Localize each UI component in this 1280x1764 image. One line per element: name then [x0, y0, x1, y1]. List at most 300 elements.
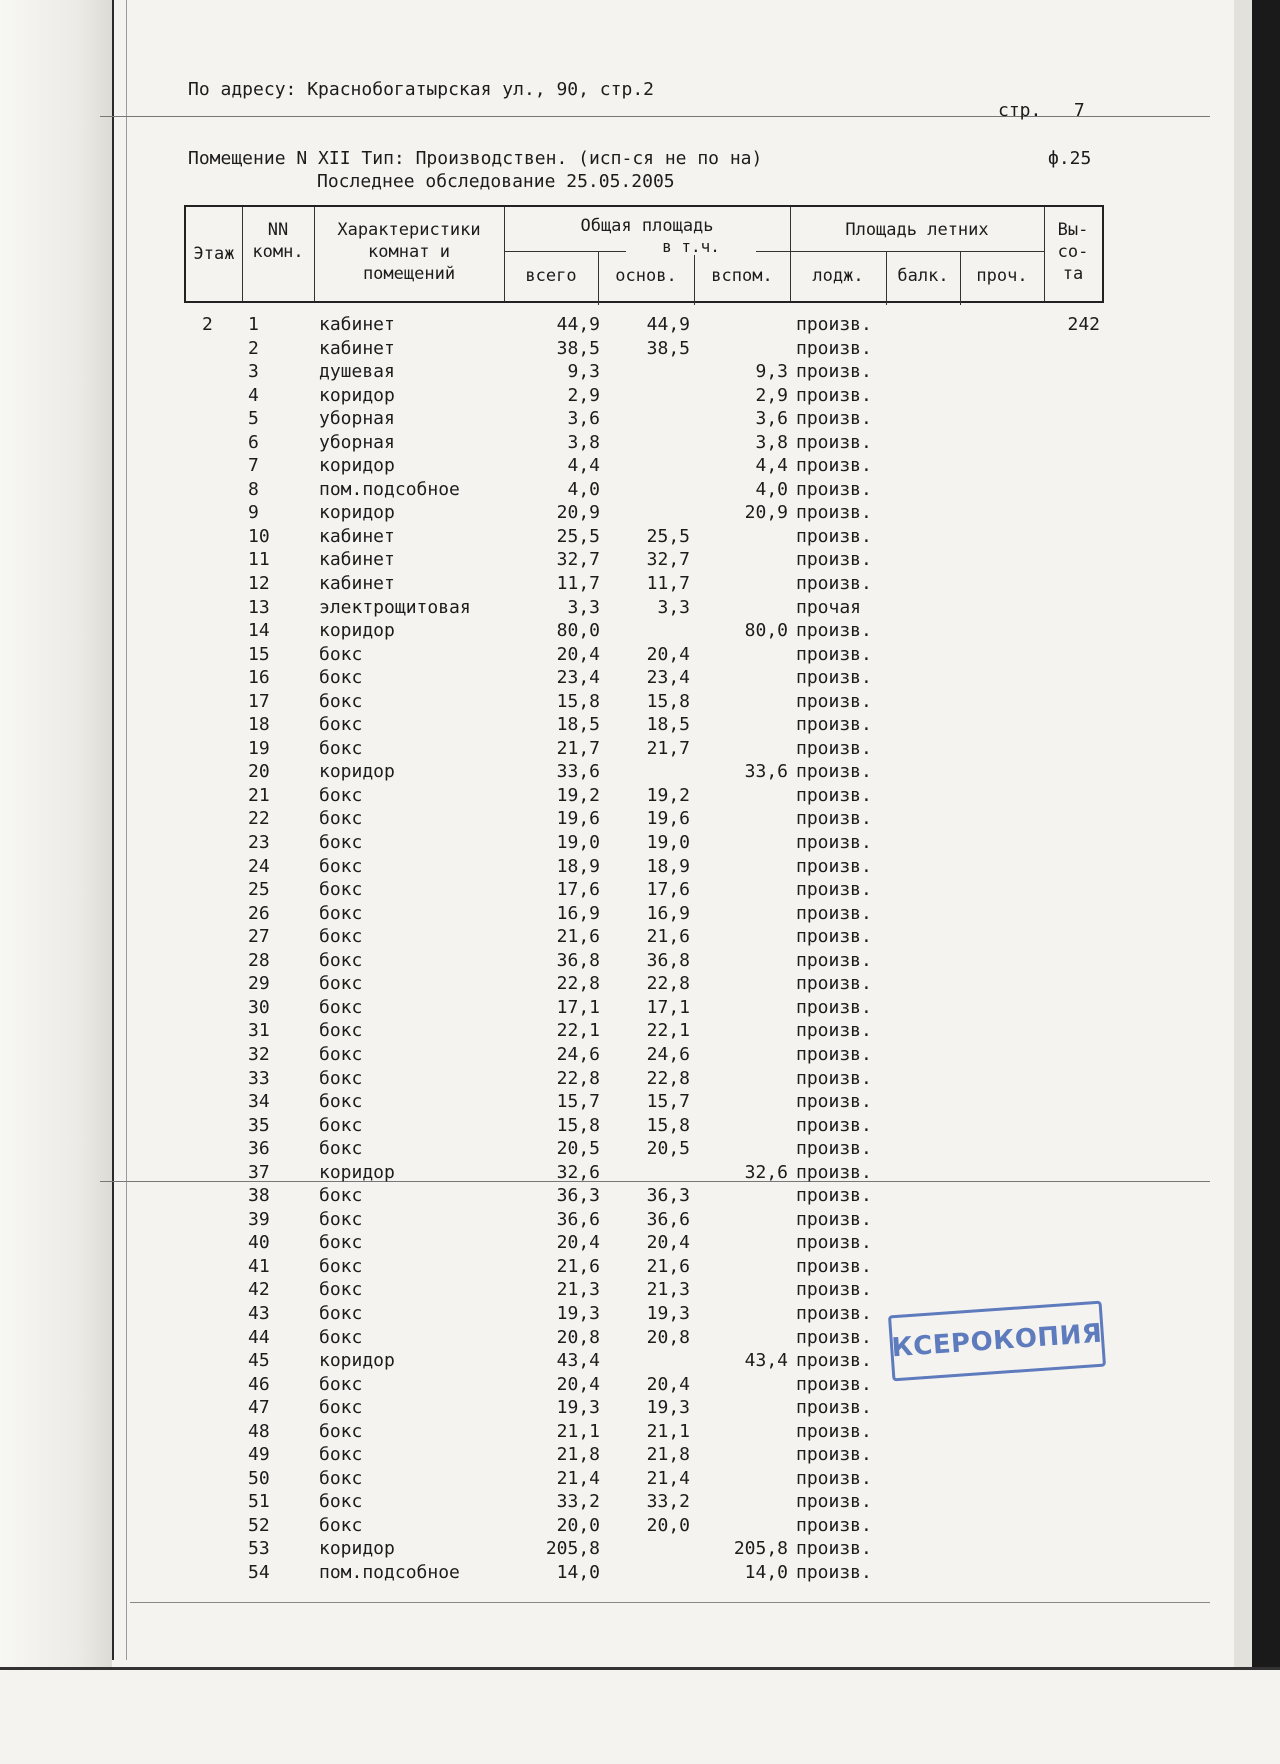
- room-type: произв.: [796, 1326, 872, 1348]
- room-name: бокс: [319, 1373, 363, 1395]
- area-total: 15,7: [556, 1091, 600, 1113]
- room-name: бокс: [319, 1067, 363, 1089]
- area-total: 36,8: [556, 949, 600, 971]
- area-main: 21,7: [646, 737, 690, 759]
- table-row: [0, 760, 1280, 784]
- room-type: произв.: [796, 1491, 872, 1513]
- area-main: 21,1: [646, 1420, 690, 1442]
- area-main: 15,8: [646, 1114, 690, 1136]
- room-type: произв.: [796, 996, 872, 1018]
- room-type: произв.: [796, 1138, 872, 1160]
- area-aux: 32,6: [744, 1161, 788, 1183]
- area-total: 23,4: [556, 667, 600, 689]
- col-incl: в т.ч.: [626, 239, 756, 255]
- address-line: По адресу: Краснобогатырская ул., 90, стр.2: [188, 79, 654, 100]
- area-total: 3,8: [567, 431, 600, 453]
- area-total: 36,3: [556, 1185, 600, 1207]
- col-all: всего: [525, 266, 577, 286]
- room-type: произв.: [796, 1397, 872, 1419]
- room-name: бокс: [319, 832, 363, 854]
- room-type: произв.: [796, 620, 872, 642]
- table-row: [0, 1231, 1280, 1255]
- room-number: 6: [248, 431, 259, 453]
- area-total: 21,7: [556, 737, 600, 759]
- col-other: проч.: [976, 266, 1028, 286]
- table-row: [0, 1490, 1280, 1514]
- area-total: 18,9: [556, 855, 600, 877]
- room-number: 39: [248, 1208, 270, 1230]
- area-main: 25,5: [646, 525, 690, 547]
- room-name: бокс: [319, 902, 363, 924]
- room-name: коридор: [319, 761, 395, 783]
- room-number: 43: [248, 1302, 270, 1324]
- room-type: произв.: [796, 832, 872, 854]
- area-main: 24,6: [646, 1043, 690, 1065]
- table-row: [0, 337, 1280, 361]
- room-number: 4: [248, 384, 259, 406]
- area-main: 21,6: [646, 926, 690, 948]
- room-number: 53: [248, 1538, 270, 1560]
- table-row: [0, 548, 1280, 572]
- area-aux: 33,6: [744, 761, 788, 783]
- room-name: бокс: [319, 1326, 363, 1348]
- area-main: 20,4: [646, 1373, 690, 1395]
- table-row: [0, 572, 1280, 596]
- col-summer-area: Площадь летних: [845, 220, 989, 240]
- room-number: 50: [248, 1467, 270, 1489]
- room-type: произв.: [796, 337, 872, 359]
- room-table-body: [0, 313, 1280, 1585]
- area-aux: 2,9: [755, 384, 788, 406]
- area-total: 33,2: [556, 1491, 600, 1513]
- room-number: 41: [248, 1255, 270, 1277]
- table-row: [0, 902, 1280, 926]
- room-type: произв.: [796, 714, 872, 736]
- divider-bottom: [130, 1602, 1210, 1603]
- room-number: 25: [248, 879, 270, 901]
- area-total: 3,6: [567, 408, 600, 430]
- room-number: 16: [248, 667, 270, 689]
- area-total: 16,9: [556, 902, 600, 924]
- room-name: бокс: [319, 855, 363, 877]
- room-type: произв.: [796, 525, 872, 547]
- room-name: бокс: [319, 690, 363, 712]
- col-aux: вспом.: [711, 266, 773, 286]
- area-total: 20,8: [556, 1326, 600, 1348]
- room-number: 34: [248, 1091, 270, 1113]
- area-total: 4,4: [567, 455, 600, 477]
- area-main: 20,4: [646, 1232, 690, 1254]
- room-name: бокс: [319, 1514, 363, 1536]
- area-total: 19,0: [556, 832, 600, 854]
- room-type: произв.: [796, 314, 872, 335]
- area-aux: 80,0: [744, 620, 788, 642]
- room-type: произв.: [796, 926, 872, 948]
- col-main: основ.: [615, 266, 677, 286]
- area-main: 36,6: [646, 1208, 690, 1230]
- room-name: бокс: [319, 1020, 363, 1042]
- room-number: 36: [248, 1138, 270, 1160]
- table-header: [184, 205, 1104, 303]
- room-type: произв.: [796, 1279, 872, 1301]
- table-row: [0, 360, 1280, 384]
- area-main: 22,8: [646, 1067, 690, 1089]
- room-name: бокс: [319, 1208, 363, 1230]
- table-row: [0, 313, 1280, 337]
- area-total: 22,8: [556, 973, 600, 995]
- room-type: произв.: [796, 1185, 872, 1207]
- area-main: 22,8: [646, 973, 690, 995]
- room-name: кабинет: [319, 314, 395, 335]
- table-row: [0, 1019, 1280, 1043]
- area-main: 33,2: [646, 1491, 690, 1513]
- table-row: [0, 596, 1280, 620]
- room-number: 2: [248, 337, 259, 359]
- area-aux: 4,4: [755, 455, 788, 477]
- col-height: Вы- со- та: [1057, 220, 1089, 284]
- table-row: [0, 1161, 1280, 1185]
- table-row: [0, 949, 1280, 973]
- room-type: произв.: [796, 667, 872, 689]
- room-number: 48: [248, 1420, 270, 1442]
- room-name: коридор: [319, 1161, 395, 1183]
- room-type: произв.: [796, 1043, 872, 1065]
- room-number: 21: [248, 784, 270, 806]
- room-type: произв.: [796, 1091, 872, 1113]
- table-row: [0, 1514, 1280, 1538]
- area-total: 15,8: [556, 1114, 600, 1136]
- area-main: 17,1: [646, 996, 690, 1018]
- area-aux: 3,8: [755, 431, 788, 453]
- area-main: 18,9: [646, 855, 690, 877]
- area-total: 20,0: [556, 1514, 600, 1536]
- area-aux: 43,4: [744, 1350, 788, 1372]
- table-row: [0, 1396, 1280, 1420]
- table-row: [0, 384, 1280, 408]
- area-main: 21,4: [646, 1467, 690, 1489]
- table-row: [0, 1278, 1280, 1302]
- room-number: 51: [248, 1491, 270, 1513]
- room-number: 44: [248, 1326, 270, 1348]
- room-name: бокс: [319, 996, 363, 1018]
- table-row: [0, 1137, 1280, 1161]
- room-number: 18: [248, 714, 270, 736]
- area-total: 33,6: [556, 761, 600, 783]
- table-row: [0, 996, 1280, 1020]
- room-number: 27: [248, 926, 270, 948]
- room-type: произв.: [796, 808, 872, 830]
- room-name: пом.подсобное: [319, 478, 460, 500]
- room-name: кабинет: [319, 525, 395, 547]
- room-number: 47: [248, 1397, 270, 1419]
- room-type: произв.: [796, 1420, 872, 1442]
- room-number: 42: [248, 1279, 270, 1301]
- room-type: произв.: [796, 1255, 872, 1277]
- scan-edge-bottom: [0, 1667, 1280, 1764]
- area-total: 4,0: [567, 478, 600, 500]
- area-main: 17,6: [646, 879, 690, 901]
- room-type: произв.: [796, 1114, 872, 1136]
- area-total: 20,9: [556, 502, 600, 524]
- area-total: 25,5: [556, 525, 600, 547]
- room-name: бокс: [319, 1232, 363, 1254]
- area-total: 17,1: [556, 996, 600, 1018]
- room-type: произв.: [796, 573, 872, 595]
- area-main: 16,9: [646, 902, 690, 924]
- room-name: коридор: [319, 384, 395, 406]
- room-name: бокс: [319, 1302, 363, 1324]
- table-row: [0, 643, 1280, 667]
- room-type: произв.: [796, 1161, 872, 1183]
- room-line: Помещение N XII Тип: Производствен. (исп-ся не по на): [188, 148, 763, 169]
- area-aux: 4,0: [755, 478, 788, 500]
- room-number: 28: [248, 949, 270, 971]
- room-number: 14: [248, 620, 270, 642]
- room-name: кабинет: [319, 337, 395, 359]
- room-name: электрощитовая: [319, 596, 471, 618]
- table-row: [0, 831, 1280, 855]
- room-number: 49: [248, 1444, 270, 1466]
- room-number: 10: [248, 525, 270, 547]
- room-name: бокс: [319, 1397, 363, 1419]
- table-row: [0, 1373, 1280, 1397]
- table-row: [0, 478, 1280, 502]
- room-name: бокс: [319, 1043, 363, 1065]
- room-name: пом.подсобное: [319, 1561, 460, 1583]
- table-row: [0, 1090, 1280, 1114]
- room-name: бокс: [319, 737, 363, 759]
- area-main: 15,7: [646, 1091, 690, 1113]
- area-total: 32,7: [556, 549, 600, 571]
- room-name: уборная: [319, 408, 395, 430]
- area-total: 205,8: [545, 1538, 600, 1560]
- room-number: 13: [248, 596, 270, 618]
- area-total: 21,1: [556, 1420, 600, 1442]
- room-name: душевая: [319, 361, 395, 383]
- room-name: бокс: [319, 667, 363, 689]
- area-aux: 3,6: [755, 408, 788, 430]
- room-type: произв.: [796, 1467, 872, 1489]
- area-total: 22,8: [556, 1067, 600, 1089]
- table-row: [0, 1467, 1280, 1491]
- room-type: произв.: [796, 643, 872, 665]
- area-main: 18,5: [646, 714, 690, 736]
- form-number: ф.25: [1048, 148, 1092, 169]
- area-aux: 14,0: [744, 1561, 788, 1583]
- area-total: 21,3: [556, 1279, 600, 1301]
- room-number: 40: [248, 1232, 270, 1254]
- area-total: 22,1: [556, 1020, 600, 1042]
- area-main: 44,9: [646, 314, 690, 335]
- table-row: [0, 855, 1280, 879]
- room-name: коридор: [319, 455, 395, 477]
- room-number: 20: [248, 761, 270, 783]
- table-row: [0, 666, 1280, 690]
- area-main: 21,3: [646, 1279, 690, 1301]
- room-type: произв.: [796, 361, 872, 383]
- room-type: произв.: [796, 690, 872, 712]
- room-type: произв.: [796, 1232, 872, 1254]
- area-total: 19,2: [556, 784, 600, 806]
- room-name: бокс: [319, 714, 363, 736]
- col-nn: NN комн.: [252, 220, 304, 262]
- table-row: [0, 454, 1280, 478]
- area-main: 22,1: [646, 1020, 690, 1042]
- room-name: кабинет: [319, 549, 395, 571]
- area-total: 21,6: [556, 1255, 600, 1277]
- room-name: бокс: [319, 1420, 363, 1442]
- area-total: 9,3: [567, 361, 600, 383]
- table-row: [0, 525, 1280, 549]
- room-name: бокс: [319, 1138, 363, 1160]
- room-type: произв.: [796, 879, 872, 901]
- room-name: бокс: [319, 1279, 363, 1301]
- area-total: 36,6: [556, 1208, 600, 1230]
- room-type: произв.: [796, 408, 872, 430]
- area-total: 19,3: [556, 1302, 600, 1324]
- area-total: 20,4: [556, 1373, 600, 1395]
- room-type: произв.: [796, 384, 872, 406]
- room-number: 54: [248, 1561, 270, 1583]
- room-name: бокс: [319, 973, 363, 995]
- room-type: произв.: [796, 761, 872, 783]
- area-main: 21,6: [646, 1255, 690, 1277]
- area-main: 11,7: [646, 573, 690, 595]
- room-type: произв.: [796, 1302, 872, 1324]
- table-row: [0, 925, 1280, 949]
- room-name: бокс: [319, 1185, 363, 1207]
- room-name: бокс: [319, 808, 363, 830]
- room-number: 26: [248, 902, 270, 924]
- table-row: [0, 1114, 1280, 1138]
- area-main: 19,2: [646, 784, 690, 806]
- area-main: 19,3: [646, 1397, 690, 1419]
- room-number: 15: [248, 643, 270, 665]
- table-row: [0, 1420, 1280, 1444]
- area-aux: 9,3: [755, 361, 788, 383]
- table-row: [0, 1043, 1280, 1067]
- room-number: 24: [248, 855, 270, 877]
- survey-date: Последнее обследование 25.05.2005: [317, 171, 675, 192]
- room-type: прочая: [796, 596, 862, 618]
- table-row: [0, 737, 1280, 761]
- area-total: 20,4: [556, 643, 600, 665]
- room-number: 7: [248, 455, 259, 477]
- room-name: бокс: [319, 1467, 363, 1489]
- room-number: 31: [248, 1020, 270, 1042]
- area-total: 80,0: [556, 620, 600, 642]
- room-type: произв.: [796, 1373, 872, 1395]
- room-type: произв.: [796, 1020, 872, 1042]
- area-main: 19,6: [646, 808, 690, 830]
- area-total: 15,8: [556, 690, 600, 712]
- area-total: 18,5: [556, 714, 600, 736]
- room-type: произв.: [796, 1444, 872, 1466]
- table-row: [0, 713, 1280, 737]
- table-row: [0, 1443, 1280, 1467]
- room-number: 29: [248, 973, 270, 995]
- col-floor: Этаж: [193, 244, 235, 264]
- col-characteristics: Характеристики комнат и помещений: [337, 220, 481, 284]
- room-name: бокс: [319, 643, 363, 665]
- room-number: 17: [248, 690, 270, 712]
- room-type: произв.: [796, 455, 872, 477]
- table-row: [0, 1561, 1280, 1585]
- room-type: произв.: [796, 973, 872, 995]
- area-total: 19,6: [556, 808, 600, 830]
- room-number: 19: [248, 737, 270, 759]
- room-type: произв.: [796, 737, 872, 759]
- room-type: произв.: [796, 784, 872, 806]
- area-main: 19,0: [646, 832, 690, 854]
- area-main: 19,3: [646, 1302, 690, 1324]
- table-row: [0, 972, 1280, 996]
- area-total: 20,4: [556, 1232, 600, 1254]
- room-name: бокс: [319, 879, 363, 901]
- room-number: 3: [248, 361, 259, 383]
- room-number: 11: [248, 549, 270, 571]
- area-total: 43,4: [556, 1350, 600, 1372]
- area-total: 20,5: [556, 1138, 600, 1160]
- room-name: бокс: [319, 1255, 363, 1277]
- room-name: коридор: [319, 1350, 395, 1372]
- area-main: 23,4: [646, 667, 690, 689]
- height-cell: 242: [1067, 314, 1100, 335]
- table-row: [0, 1067, 1280, 1091]
- area-total: 11,7: [556, 573, 600, 595]
- room-type: произв.: [796, 502, 872, 524]
- room-name: коридор: [319, 620, 395, 642]
- room-number: 12: [248, 573, 270, 595]
- table-row: [0, 807, 1280, 831]
- copy-stamp: КСЕРОКОПИЯ: [888, 1301, 1106, 1382]
- area-total: 3,3: [567, 596, 600, 618]
- room-number: 23: [248, 832, 270, 854]
- col-loggia: лодж.: [812, 266, 864, 286]
- area-main: 20,0: [646, 1514, 690, 1536]
- room-number: 45: [248, 1350, 270, 1372]
- room-number: 38: [248, 1185, 270, 1207]
- room-name: кабинет: [319, 573, 395, 595]
- room-type: произв.: [796, 1067, 872, 1089]
- col-balcony: балк.: [897, 266, 949, 286]
- area-main: 36,3: [646, 1185, 690, 1207]
- area-total: 19,3: [556, 1397, 600, 1419]
- room-name: бокс: [319, 1444, 363, 1466]
- area-total: 21,4: [556, 1467, 600, 1489]
- room-name: уборная: [319, 431, 395, 453]
- room-number: 33: [248, 1067, 270, 1089]
- area-main: 36,8: [646, 949, 690, 971]
- area-main: 21,8: [646, 1444, 690, 1466]
- col-total-area: Общая площадь: [580, 216, 714, 236]
- room-number: 22: [248, 808, 270, 830]
- room-number: 46: [248, 1373, 270, 1395]
- room-type: произв.: [796, 949, 872, 971]
- area-total: 14,0: [556, 1561, 600, 1583]
- area-total: 2,9: [567, 384, 600, 406]
- room-type: произв.: [796, 431, 872, 453]
- table-row: [0, 1184, 1280, 1208]
- room-type: произв.: [796, 478, 872, 500]
- area-total: 44,9: [556, 314, 600, 335]
- room-name: бокс: [319, 784, 363, 806]
- table-row: [0, 407, 1280, 431]
- room-name: бокс: [319, 1091, 363, 1113]
- room-number: 52: [248, 1514, 270, 1536]
- room-number: 30: [248, 996, 270, 1018]
- room-type: произв.: [796, 1561, 872, 1583]
